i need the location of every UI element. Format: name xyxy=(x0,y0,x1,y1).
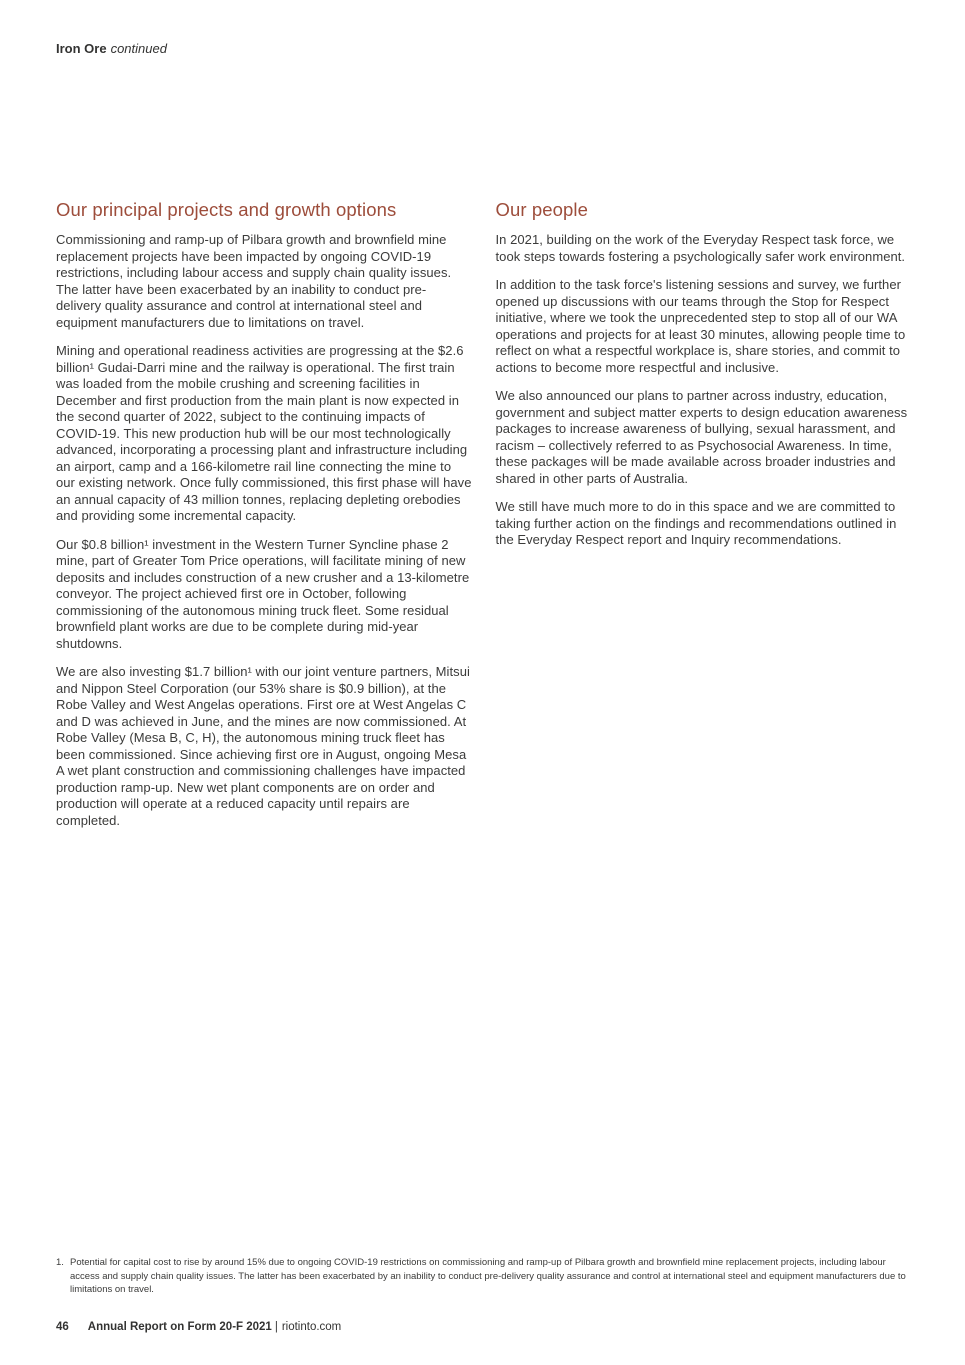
footnote xyxy=(56,1256,907,1297)
footnote-text: Potential for capital cost to rise by around 15% due to ongoing COVID-19 restrictions on commissioning and ramp-up of Pilbara growth and brownfield mine replacement projects, including labour access and supply chain quality issues. The latter has been exacerbated by an inability to conduct pre-delivery quality assurance and control at international steel and equipment manufacturers due to limitations on travel. xyxy=(70,1257,906,1295)
paragraph: We still have much more to do in this space and we are committed to taking further action on the findings and recommendations outlined in the Everyday Respect report and Inquiry recommendations. xyxy=(495,499,897,548)
heading-our-people: Our people xyxy=(495,199,589,220)
paragraph: Our $0.8 billion¹ investment in the Western Turner Syncline phase 2 mine, part of Greater Tom Price operations, will facilitate mining of new deposits and includes construction of a new crusher and a 13-kilometre conveyor. The project achieved first ore in October, following commissioning of the autonomous mining truck fleet. Some residual brownfield plant works are due to be complete during mid-year shutdowns. xyxy=(56,536,470,651)
page-footer xyxy=(56,1321,341,1333)
paragraph: We also announced our plans to partner across industry, education, government and subject matter experts to design education awareness packages to increase awareness of bullying, sexual harassment, and racism – collectively referred to as Psychosocial Awareness. In time, these packages will be made available across broader industries and shared in other parts of Australia. xyxy=(495,388,908,486)
paragraph: Mining and operational readiness activities are progressing at the $2.6 billion¹ Gudai-Darri mine and the railway is operational. The first train was loaded from the mobile crushing and screening facilities in December and first production from the main plant is now expected in the second quarter of 2022, subject to the continuing impacts of COVID-19. This new production hub will be our most technologically advanced, incorporating a processing plant and infrastructure including an airport, camp and a 166-kilometre rail line connecting the mine to our existing network. Once fully commissioned, this first phase will have an annual capacity of 43 million tonnes, replacing depleting orebodies and providing some incremental capacity. xyxy=(56,343,472,524)
right-column xyxy=(496,199,912,841)
paragraph: In addition to the task force's listening sessions and survey, we further opened up discussions with our teams through the Stop for Respect initiative, where we took the unprecedented step to stop all of our WA operations and projects for at least 30 minutes, allowing people time to reflect on what a respectful workplace is, share stories, and commit to actions to become more respectful and inclusive. xyxy=(495,277,906,375)
footer-separator: | xyxy=(274,1321,278,1333)
page-number: 46 xyxy=(56,1321,69,1333)
paragraph: We are also investing $1.7 billion¹ with our joint venture partners, Mitsui and Nippon Steel Corporation (our 53% share is $0.9 billion), at the Robe Valley and West Angelas operations. First ore at West Angelas C and D was achieved in June, and the mines are now commissioned. At Robe Valley (Mesa B, C, H), the autonomous mining truck fleet has been commissioned. Since achieving first ore in August, ongoing Mesa A wet plant construction and commissioning challenges have impacted production ramp-up. New wet plant components are on order and production will operate at a reduced capacity until repairs are completed. xyxy=(56,664,470,828)
paragraph: In 2021, building on the work of the Everyday Respect task force, we took steps towards fostering a psychologically safer work environment. xyxy=(495,232,906,264)
heading-principal-projects: Our principal projects and growth options xyxy=(56,199,397,220)
footer-report-title: Annual Report on Form 20-F 2021 xyxy=(87,1321,272,1333)
page-header xyxy=(56,41,167,57)
content-columns xyxy=(56,199,911,841)
paragraph: Commissioning and ramp-up of Pilbara growth and brownfield mine replacement projects have been impacted by ongoing COVID-19 restrictions, including labour access and supply chain quality issues. The latter have been exacerbated by an inability to conduct pre-delivery quality assurance and control at international steel and equipment manufacturers due to limitations on travel. xyxy=(56,232,452,330)
left-column xyxy=(56,199,472,841)
footer-website: riotinto.com xyxy=(281,1321,342,1333)
section-title: Iron Ore xyxy=(56,41,107,56)
footnote-marker: 1. xyxy=(56,1257,64,1268)
section-subtitle-continued: continued xyxy=(110,41,167,56)
